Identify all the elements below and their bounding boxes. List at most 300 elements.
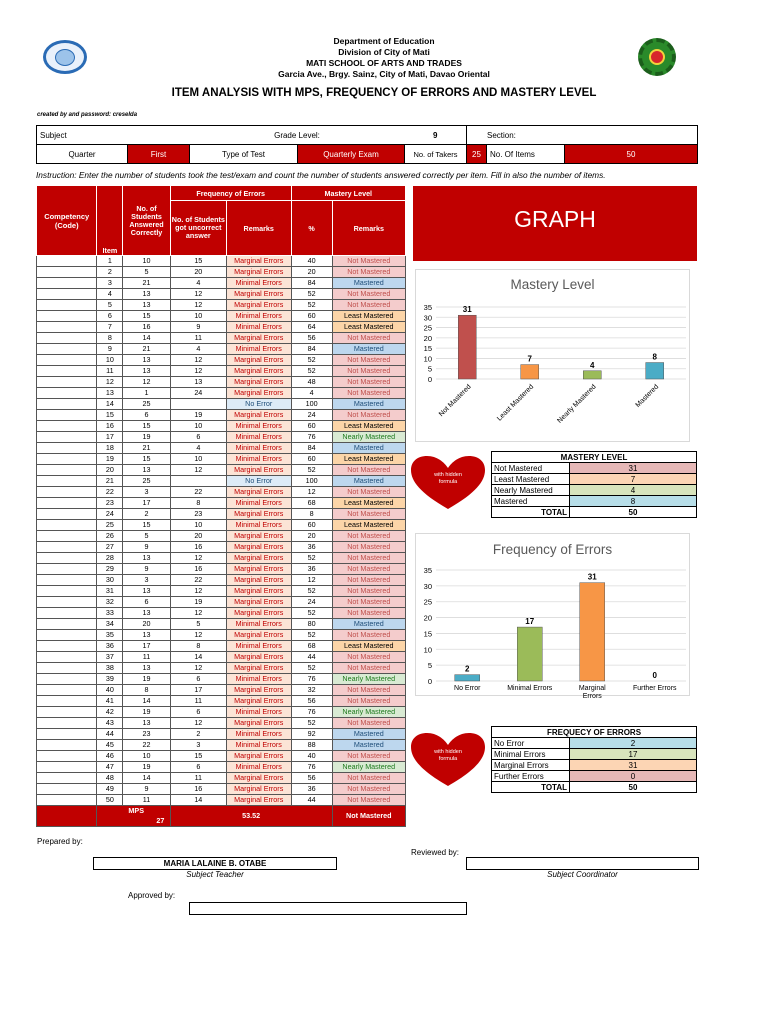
item-no-cell: 5 bbox=[97, 300, 123, 311]
percent-cell: 8 bbox=[291, 509, 332, 520]
approver-name-field[interactable] bbox=[189, 902, 467, 915]
competency-cell[interactable] bbox=[37, 740, 97, 751]
percent-cell: 48 bbox=[291, 377, 332, 388]
table-row bbox=[37, 311, 406, 322]
table-row bbox=[37, 784, 406, 795]
correct-cell[interactable]: 11 bbox=[123, 795, 170, 806]
quarter-value[interactable]: First bbox=[128, 145, 190, 164]
correct-cell[interactable]: 9 bbox=[123, 784, 170, 795]
uncorrect-cell: 12 bbox=[170, 608, 226, 619]
approved-by-label: Approved by: bbox=[128, 891, 176, 900]
mastery-remark-cell: Not Mastered bbox=[332, 663, 405, 674]
correct-cell[interactable]: 10 bbox=[123, 256, 170, 267]
dept-name: Department of Education bbox=[333, 36, 435, 46]
correct-cell[interactable]: 5 bbox=[123, 531, 170, 542]
y-tick-label: 10 bbox=[423, 645, 432, 655]
item-analysis-table bbox=[36, 185, 406, 827]
percent-cell: 40 bbox=[291, 751, 332, 762]
uncorrect-cell: 11 bbox=[170, 333, 226, 344]
item-no-cell: 7 bbox=[97, 322, 123, 333]
item-no-cell: 22 bbox=[97, 487, 123, 498]
competency-cell[interactable] bbox=[37, 553, 97, 564]
competency-cell[interactable] bbox=[37, 487, 97, 498]
mastery-remark-cell: Not Mastered bbox=[332, 718, 405, 729]
correct-cell[interactable]: 16 bbox=[123, 322, 170, 333]
table-row bbox=[37, 443, 406, 454]
competency-cell[interactable] bbox=[37, 410, 97, 421]
competency-cell[interactable] bbox=[37, 608, 97, 619]
item-no-cell: 45 bbox=[97, 740, 123, 751]
uncorrect-cell: 12 bbox=[170, 366, 226, 377]
correct-cell[interactable]: 13 bbox=[123, 663, 170, 674]
competency-cell[interactable] bbox=[37, 663, 97, 674]
table-row bbox=[37, 377, 406, 388]
y-tick-label: 5 bbox=[427, 364, 432, 374]
competency-cell[interactable] bbox=[37, 278, 97, 289]
competency-cell[interactable] bbox=[37, 399, 97, 410]
header-correct: No. of Students Answered Correctly bbox=[123, 186, 170, 256]
competency-cell[interactable] bbox=[37, 476, 97, 487]
item-no-cell: 4 bbox=[97, 289, 123, 300]
competency-cell[interactable] bbox=[37, 432, 97, 443]
correct-cell[interactable]: 5 bbox=[123, 267, 170, 278]
error-remark-cell: Marginal Errors bbox=[226, 487, 291, 498]
competency-cell[interactable] bbox=[37, 784, 97, 795]
competency-cell[interactable] bbox=[37, 762, 97, 773]
table-row bbox=[37, 344, 406, 355]
y-tick-label: 20 bbox=[423, 333, 432, 343]
table-row bbox=[37, 476, 406, 487]
correct-cell[interactable]: 12 bbox=[123, 377, 170, 388]
mps-percent: 53.52 bbox=[170, 806, 332, 827]
percent-cell: 52 bbox=[291, 586, 332, 597]
correct-cell[interactable]: 17 bbox=[123, 641, 170, 652]
uncorrect-cell: 12 bbox=[170, 630, 226, 641]
correct-cell[interactable]: 15 bbox=[123, 311, 170, 322]
bar bbox=[455, 675, 480, 681]
header-mastery: Mastery Level bbox=[291, 186, 405, 201]
correct-cell[interactable]: 2 bbox=[123, 509, 170, 520]
mps-label: MPS bbox=[128, 806, 144, 815]
takers-label: No. of Takers bbox=[405, 145, 467, 164]
percent-cell: 52 bbox=[291, 465, 332, 476]
errors-chart-title: Frequency of Errors bbox=[492, 542, 613, 557]
correct-cell[interactable]: 9 bbox=[123, 542, 170, 553]
correct-cell[interactable]: 13 bbox=[123, 300, 170, 311]
school-name: MATI SCHOOL OF ARTS AND TRADES bbox=[306, 58, 462, 68]
subject-label: Subject bbox=[37, 126, 190, 145]
correct-cell[interactable]: 11 bbox=[123, 652, 170, 663]
teacher-name-field[interactable]: MARIA LALAINE B. OTABE bbox=[93, 857, 337, 870]
correct-cell[interactable]: 20 bbox=[123, 619, 170, 630]
bar bbox=[517, 627, 542, 681]
mps-blank bbox=[37, 806, 97, 827]
mastery-remark-cell: Not Mastered bbox=[332, 267, 405, 278]
correct-cell[interactable]: 23 bbox=[123, 729, 170, 740]
error-remark-cell: Minimal Errors bbox=[226, 520, 291, 531]
table-row bbox=[37, 432, 406, 443]
item-no-cell: 49 bbox=[97, 784, 123, 795]
mastery-summary-row bbox=[492, 485, 697, 496]
items-label: No. Of Items bbox=[487, 145, 565, 164]
error-remark-cell: Marginal Errors bbox=[226, 564, 291, 575]
mastery-summary-count: 4 bbox=[570, 485, 697, 496]
errors-summary-table bbox=[491, 726, 697, 793]
uncorrect-cell: 8 bbox=[170, 498, 226, 509]
letterhead bbox=[0, 36, 768, 80]
heart-badge-2 bbox=[410, 732, 486, 788]
uncorrect-cell: 11 bbox=[170, 696, 226, 707]
correct-cell[interactable]: 13 bbox=[123, 718, 170, 729]
error-remark-cell: Minimal Errors bbox=[226, 311, 291, 322]
percent-cell: 36 bbox=[291, 542, 332, 553]
correct-cell[interactable]: 8 bbox=[123, 685, 170, 696]
percent-cell: 52 bbox=[291, 366, 332, 377]
error-remark-cell: Marginal Errors bbox=[226, 333, 291, 344]
item-no-cell: 16 bbox=[97, 421, 123, 432]
item-no-cell: 31 bbox=[97, 586, 123, 597]
table-row bbox=[37, 696, 406, 707]
correct-cell[interactable]: 15 bbox=[123, 421, 170, 432]
mastery-remark-cell: Mastered bbox=[332, 399, 405, 410]
competency-cell[interactable] bbox=[37, 685, 97, 696]
y-tick-label: 35 bbox=[423, 303, 432, 312]
table-row bbox=[37, 267, 406, 278]
competency-cell[interactable] bbox=[37, 509, 97, 520]
competency-cell[interactable] bbox=[37, 498, 97, 509]
x-tick-label: Nearly Mastered bbox=[556, 383, 598, 425]
item-no-cell: 17 bbox=[97, 432, 123, 443]
correct-cell[interactable]: 19 bbox=[123, 762, 170, 773]
errors-summary-row bbox=[492, 771, 697, 782]
uncorrect-cell: 4 bbox=[170, 278, 226, 289]
error-remark-cell: Minimal Errors bbox=[226, 498, 291, 509]
errors-summary-count: 31 bbox=[570, 760, 697, 771]
correct-cell[interactable]: 19 bbox=[123, 432, 170, 443]
competency-cell[interactable] bbox=[37, 531, 97, 542]
competency-cell[interactable] bbox=[37, 564, 97, 575]
graph-banner: GRAPH bbox=[413, 186, 697, 261]
competency-cell[interactable] bbox=[37, 465, 97, 476]
data-label: 31 bbox=[462, 305, 472, 315]
mastery-total-label: TOTAL bbox=[492, 507, 570, 518]
correct-cell[interactable]: 10 bbox=[123, 751, 170, 762]
mastery-remark-cell: Nearly Mastered bbox=[332, 762, 405, 773]
correct-cell[interactable]: 25 bbox=[123, 399, 170, 410]
correct-cell[interactable]: 25 bbox=[123, 476, 170, 487]
item-no-cell: 28 bbox=[97, 553, 123, 564]
competency-cell[interactable] bbox=[37, 718, 97, 729]
item-no-cell: 37 bbox=[97, 652, 123, 663]
y-tick-label: 15 bbox=[423, 344, 432, 354]
quarter-label: Quarter bbox=[37, 145, 128, 164]
table-row bbox=[37, 707, 406, 718]
competency-cell[interactable] bbox=[37, 696, 97, 707]
percent-cell: 76 bbox=[291, 432, 332, 443]
percent-cell: 44 bbox=[291, 795, 332, 806]
y-tick-label: 20 bbox=[423, 613, 432, 623]
uncorrect-cell: 24 bbox=[170, 388, 226, 399]
table-row bbox=[37, 751, 406, 762]
section-label[interactable]: Section: bbox=[467, 126, 698, 145]
teacher-role: Subject Teacher bbox=[186, 870, 244, 879]
uncorrect-cell: 12 bbox=[170, 355, 226, 366]
mastery-remark-cell: Nearly Mastered bbox=[332, 432, 405, 443]
mastery-remark-cell: Not Mastered bbox=[332, 564, 405, 575]
correct-cell[interactable]: 21 bbox=[123, 443, 170, 454]
error-remark-cell: Marginal Errors bbox=[226, 685, 291, 696]
competency-cell[interactable] bbox=[37, 454, 97, 465]
y-tick-label: 15 bbox=[423, 629, 432, 639]
competency-cell[interactable] bbox=[37, 333, 97, 344]
uncorrect-cell: 12 bbox=[170, 586, 226, 597]
percent-cell: 60 bbox=[291, 454, 332, 465]
takers-value[interactable]: 25 bbox=[467, 145, 487, 164]
competency-cell[interactable] bbox=[37, 322, 97, 333]
competency-cell[interactable] bbox=[37, 344, 97, 355]
mastery-remark-cell: Mastered bbox=[332, 278, 405, 289]
competency-cell[interactable] bbox=[37, 619, 97, 630]
uncorrect-cell: 6 bbox=[170, 432, 226, 443]
competency-cell[interactable] bbox=[37, 443, 97, 454]
mastery-remark-cell: Not Mastered bbox=[332, 795, 405, 806]
item-no-cell: 27 bbox=[97, 542, 123, 553]
competency-cell[interactable] bbox=[37, 421, 97, 432]
table-row bbox=[37, 663, 406, 674]
item-no-cell: 47 bbox=[97, 762, 123, 773]
table-row bbox=[37, 553, 406, 564]
bar bbox=[646, 363, 664, 379]
correct-cell[interactable]: 13 bbox=[123, 586, 170, 597]
bar bbox=[458, 315, 476, 379]
mastery-remark-cell: Not Mastered bbox=[332, 388, 405, 399]
competency-cell[interactable] bbox=[37, 729, 97, 740]
bar bbox=[583, 371, 601, 379]
prepared-by-label: Prepared by: bbox=[37, 837, 83, 846]
percent-cell: 64 bbox=[291, 322, 332, 333]
error-remark-cell: Minimal Errors bbox=[226, 674, 291, 685]
header-item-no: Item bbox=[97, 186, 123, 256]
mastery-remark-cell: Not Mastered bbox=[332, 685, 405, 696]
type-value[interactable]: Quarterly Exam bbox=[298, 145, 405, 164]
competency-cell[interactable] bbox=[37, 674, 97, 685]
mastery-remark-cell: Mastered bbox=[332, 729, 405, 740]
correct-cell[interactable]: 15 bbox=[123, 520, 170, 531]
y-tick-label: 0 bbox=[427, 375, 432, 384]
errors-summary-label: Marginal Errors bbox=[492, 760, 570, 771]
uncorrect-cell: 16 bbox=[170, 542, 226, 553]
correct-cell[interactable]: 13 bbox=[123, 553, 170, 564]
competency-cell[interactable] bbox=[37, 388, 97, 399]
competency-cell[interactable] bbox=[37, 652, 97, 663]
errors-summary-label: No Error bbox=[492, 738, 570, 749]
correct-cell[interactable]: 13 bbox=[123, 465, 170, 476]
uncorrect-cell: 14 bbox=[170, 652, 226, 663]
errors-summary-row bbox=[492, 760, 697, 771]
percent-cell: 80 bbox=[291, 619, 332, 630]
competency-cell[interactable] bbox=[37, 795, 97, 806]
error-remark-cell: Marginal Errors bbox=[226, 586, 291, 597]
correct-cell[interactable]: 13 bbox=[123, 366, 170, 377]
percent-cell: 52 bbox=[291, 289, 332, 300]
school-address: Garcia Ave., Brgy. Sainz, City of Mati, Davao Oriental bbox=[278, 69, 490, 79]
item-no-cell: 1 bbox=[97, 256, 123, 267]
correct-cell[interactable]: 9 bbox=[123, 564, 170, 575]
errors-summary-row bbox=[492, 749, 697, 760]
correct-cell[interactable]: 19 bbox=[123, 707, 170, 718]
mastery-remark-cell: Not Mastered bbox=[332, 289, 405, 300]
correct-cell[interactable]: 13 bbox=[123, 289, 170, 300]
competency-cell[interactable] bbox=[37, 707, 97, 718]
correct-cell[interactable]: 17 bbox=[123, 498, 170, 509]
grade-label: Grade Level: bbox=[190, 126, 405, 145]
mastery-remark-cell: Not Mastered bbox=[332, 366, 405, 377]
item-no-cell: 40 bbox=[97, 685, 123, 696]
mastery-remark-cell: Not Mastered bbox=[332, 542, 405, 553]
x-tick-label: Least Mastered bbox=[496, 383, 536, 423]
correct-cell[interactable]: 21 bbox=[123, 278, 170, 289]
competency-cell[interactable] bbox=[37, 256, 97, 267]
competency-cell[interactable] bbox=[37, 311, 97, 322]
competency-cell[interactable] bbox=[37, 377, 97, 388]
coordinator-name-field[interactable] bbox=[466, 857, 699, 870]
y-tick-label: 35 bbox=[423, 566, 432, 575]
competency-cell[interactable] bbox=[37, 355, 97, 366]
error-remark-cell: Marginal Errors bbox=[226, 663, 291, 674]
percent-cell: 40 bbox=[291, 256, 332, 267]
error-remark-cell: Minimal Errors bbox=[226, 344, 291, 355]
uncorrect-cell: 10 bbox=[170, 311, 226, 322]
uncorrect-cell: 12 bbox=[170, 663, 226, 674]
competency-cell[interactable] bbox=[37, 751, 97, 762]
competency-cell[interactable] bbox=[37, 773, 97, 784]
correct-cell[interactable]: 6 bbox=[123, 410, 170, 421]
uncorrect-cell: 12 bbox=[170, 289, 226, 300]
correct-cell[interactable]: 13 bbox=[123, 355, 170, 366]
mastery-remark-cell: Not Mastered bbox=[332, 553, 405, 564]
item-no-cell: 43 bbox=[97, 718, 123, 729]
correct-cell[interactable]: 13 bbox=[123, 608, 170, 619]
error-remark-cell: Marginal Errors bbox=[226, 696, 291, 707]
error-remark-cell: Minimal Errors bbox=[226, 740, 291, 751]
error-remark-cell: Minimal Errors bbox=[226, 278, 291, 289]
header-competency: Competency (Code) bbox=[37, 186, 97, 256]
errors-summary-row bbox=[492, 738, 697, 749]
competency-cell[interactable] bbox=[37, 641, 97, 652]
mps-correct: 27 bbox=[156, 816, 165, 825]
uncorrect-cell: 6 bbox=[170, 707, 226, 718]
mastery-remark-cell: Mastered bbox=[332, 443, 405, 454]
items-value[interactable]: 50 bbox=[565, 145, 698, 164]
correct-cell[interactable]: 14 bbox=[123, 696, 170, 707]
percent-cell: 52 bbox=[291, 630, 332, 641]
table-row bbox=[37, 564, 406, 575]
item-no-cell: 23 bbox=[97, 498, 123, 509]
item-no-cell: 11 bbox=[97, 366, 123, 377]
errors-summary-count: 17 bbox=[570, 749, 697, 760]
item-no-cell: 36 bbox=[97, 641, 123, 652]
mastery-remark-cell: Not Mastered bbox=[332, 333, 405, 344]
correct-cell[interactable]: 1 bbox=[123, 388, 170, 399]
error-remark-cell: No Error bbox=[226, 476, 291, 487]
uncorrect-cell: 22 bbox=[170, 575, 226, 586]
percent-cell: 68 bbox=[291, 498, 332, 509]
table-row bbox=[37, 542, 406, 553]
correct-cell[interactable]: 19 bbox=[123, 674, 170, 685]
mastery-remark-cell: Not Mastered bbox=[332, 256, 405, 267]
grade-value[interactable]: 9 bbox=[405, 126, 467, 145]
mastery-remark-cell: Nearly Mastered bbox=[332, 674, 405, 685]
table-row bbox=[37, 685, 406, 696]
percent-cell: 36 bbox=[291, 564, 332, 575]
item-no-cell: 18 bbox=[97, 443, 123, 454]
competency-cell[interactable] bbox=[37, 520, 97, 531]
competency-cell[interactable] bbox=[37, 630, 97, 641]
percent-cell: 100 bbox=[291, 399, 332, 410]
heart-text: with hidden formula bbox=[434, 472, 462, 485]
percent-cell: 56 bbox=[291, 773, 332, 784]
correct-cell[interactable]: 14 bbox=[123, 333, 170, 344]
competency-cell[interactable] bbox=[37, 267, 97, 278]
uncorrect-cell: 4 bbox=[170, 344, 226, 355]
competency-cell[interactable] bbox=[37, 289, 97, 300]
bar bbox=[580, 583, 605, 681]
competency-cell[interactable] bbox=[37, 300, 97, 311]
correct-cell[interactable]: 6 bbox=[123, 597, 170, 608]
error-remark-cell: Minimal Errors bbox=[226, 641, 291, 652]
percent-cell: 24 bbox=[291, 597, 332, 608]
table-row bbox=[37, 641, 406, 652]
table-row bbox=[37, 256, 406, 267]
table-row bbox=[37, 410, 406, 421]
table-row bbox=[37, 652, 406, 663]
competency-cell[interactable] bbox=[37, 597, 97, 608]
correct-cell[interactable]: 21 bbox=[123, 344, 170, 355]
mastery-summary-label: Least Mastered bbox=[492, 474, 570, 485]
table-row bbox=[37, 586, 406, 597]
competency-cell[interactable] bbox=[37, 542, 97, 553]
error-remark-cell: Marginal Errors bbox=[226, 465, 291, 476]
item-no-cell: 9 bbox=[97, 344, 123, 355]
mastery-summary-title: MASTERY LEVEL bbox=[492, 452, 697, 463]
percent-cell: 4 bbox=[291, 388, 332, 399]
uncorrect-cell: 12 bbox=[170, 553, 226, 564]
error-remark-cell: Minimal Errors bbox=[226, 432, 291, 443]
mastery-chart-title: Mastery Level bbox=[510, 277, 595, 292]
percent-cell: 44 bbox=[291, 652, 332, 663]
mastery-remark-cell: Least Mastered bbox=[332, 421, 405, 432]
correct-cell[interactable]: 3 bbox=[123, 575, 170, 586]
percent-cell: 76 bbox=[291, 674, 332, 685]
correct-cell[interactable]: 22 bbox=[123, 740, 170, 751]
uncorrect-cell: 8 bbox=[170, 641, 226, 652]
frequency-errors-chart bbox=[415, 533, 690, 696]
type-label: Type of Test bbox=[190, 145, 298, 164]
table-row bbox=[37, 498, 406, 509]
y-tick-label: 0 bbox=[427, 677, 432, 686]
uncorrect-cell: 23 bbox=[170, 509, 226, 520]
correct-cell[interactable]: 13 bbox=[123, 630, 170, 641]
item-no-cell: 48 bbox=[97, 773, 123, 784]
competency-cell[interactable] bbox=[37, 586, 97, 597]
correct-cell[interactable]: 14 bbox=[123, 773, 170, 784]
uncorrect-cell: 14 bbox=[170, 795, 226, 806]
table-row bbox=[37, 300, 406, 311]
correct-cell[interactable]: 15 bbox=[123, 454, 170, 465]
correct-cell[interactable]: 3 bbox=[123, 487, 170, 498]
competency-cell[interactable] bbox=[37, 366, 97, 377]
competency-cell[interactable] bbox=[37, 575, 97, 586]
